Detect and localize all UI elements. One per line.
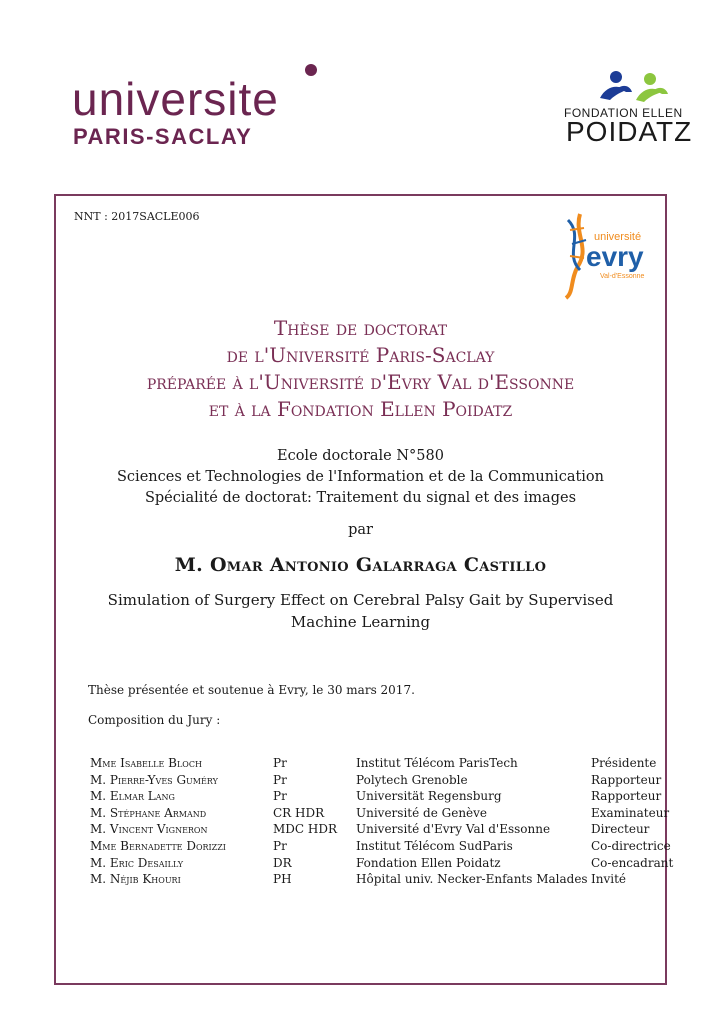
jury-member-institution: Fondation Ellen Poidatz [356, 855, 501, 870]
evry-logo-line1: université [594, 231, 642, 243]
jury-row [90, 872, 673, 889]
fep-figures-icon [596, 70, 676, 106]
jury-member-institution: Université de Genève [356, 805, 488, 820]
jury-member-name: M. Néjib Khouri [90, 872, 181, 887]
jury-member-institution: Hôpital univ. Necker-Enfants Malades [356, 872, 588, 887]
jury-row [90, 839, 673, 856]
author-name: M. Omar Antonio Galarraga Castillo [174, 554, 547, 576]
jury-member-title: Pr [273, 756, 287, 770]
school-line-1: Ecole doctorale N°580 [277, 448, 444, 464]
jury-member-name: M. Elmar Lang [90, 789, 175, 804]
jury-row [90, 806, 673, 823]
jury-member-name: Mme Bernadette Dorizzi [90, 838, 226, 853]
nnt-number: NNT : 2017SACLE006 [74, 210, 200, 223]
thesis-title-line-1: Simulation of Surgery Effect on Cerebral Palsy Gait by Supervised [107, 591, 614, 609]
jury-member-title: CR HDR [273, 805, 325, 820]
evry-logo-line3: Val-d'Essonne [600, 273, 645, 280]
ups-logo-word: universite [72, 73, 279, 125]
jury-member-role: Rapporteur [591, 789, 662, 804]
jury-row [90, 773, 673, 790]
ups-logo-dot [305, 64, 317, 76]
fondation-ellen-poidatz-logo [562, 60, 704, 150]
fep-logo-line1: FONDATION ELLEN [564, 106, 683, 120]
defense-statement: Thèse présentée et soutenue à Evry, le 30 mars 2017. [88, 683, 415, 697]
jury-member-name: M. Pierre-Yves Guméry [90, 772, 218, 787]
jury-member-role: Présidente [591, 756, 657, 770]
thesis-title [54, 589, 667, 633]
jury-member-role: Rapporteur [591, 772, 662, 787]
jury-member-name: Mme Isabelle Bloch [90, 756, 202, 770]
thesis-title-line-2: Machine Learning [290, 613, 431, 631]
fep-logo-line2: POIDATZ [566, 116, 693, 147]
jury-table [90, 756, 673, 889]
jury-member-name: M. Vincent Vigneron [90, 822, 208, 837]
school-line-2: Sciences et Technologies de l'Information et de la Communication [117, 469, 604, 485]
universite-paris-saclay-logo [72, 62, 322, 152]
jury-heading: Composition du Jury : [88, 713, 221, 727]
evry-logo-line2: evry [586, 241, 644, 272]
universite-evry-logo [560, 210, 660, 300]
par-label: par [348, 522, 373, 538]
jury-row [90, 789, 673, 806]
jury-member-title: Pr [273, 789, 287, 804]
jury-member-name: M. Stéphane Armand [90, 805, 207, 820]
ups-logo-sub: PARIS-SACLAY [73, 124, 253, 149]
jury-member-institution: Polytech Grenoble [356, 772, 468, 787]
jury-member-institution: Institut Télécom SudParis [356, 838, 513, 853]
jury-row [90, 822, 673, 839]
school-line-3: Spécialité de doctorat: Traitement du signal et des images [144, 490, 577, 506]
jury-member-name: M. Eric Desailly [90, 855, 184, 870]
jury-row [90, 756, 673, 773]
jury-member-title: DR [273, 855, 292, 870]
jury-member-role: Directeur [591, 822, 650, 837]
heading-line-1: Thèse de doctorat [273, 316, 448, 340]
jury-row [90, 856, 673, 873]
heading-line-2: de l'Université Paris-Saclay [226, 343, 495, 367]
jury-member-institution: Institut Télécom ParisTech [356, 756, 518, 770]
jury-member-role: Co-directrice [591, 838, 671, 853]
jury-member-institution: Universität Regensburg [356, 789, 502, 804]
doctoral-school [54, 446, 667, 509]
jury-member-title: Pr [273, 838, 287, 853]
heading-line-4: et à la Fondation Ellen Poidatz [208, 397, 513, 421]
thesis-heading [54, 315, 667, 423]
jury-member-role: Co-encadrant [591, 855, 674, 870]
jury-member-role: Examinateur [591, 805, 670, 820]
jury-member-institution: Université d'Evry Val d'Essonne [356, 822, 551, 837]
jury-member-role: Invité [591, 872, 627, 887]
heading-line-3: préparée à l'Université d'Evry Val d'Essonne [146, 370, 575, 394]
jury-member-title: Pr [273, 772, 287, 787]
jury-member-title: PH [273, 872, 292, 887]
jury-member-title: MDC HDR [273, 822, 338, 837]
